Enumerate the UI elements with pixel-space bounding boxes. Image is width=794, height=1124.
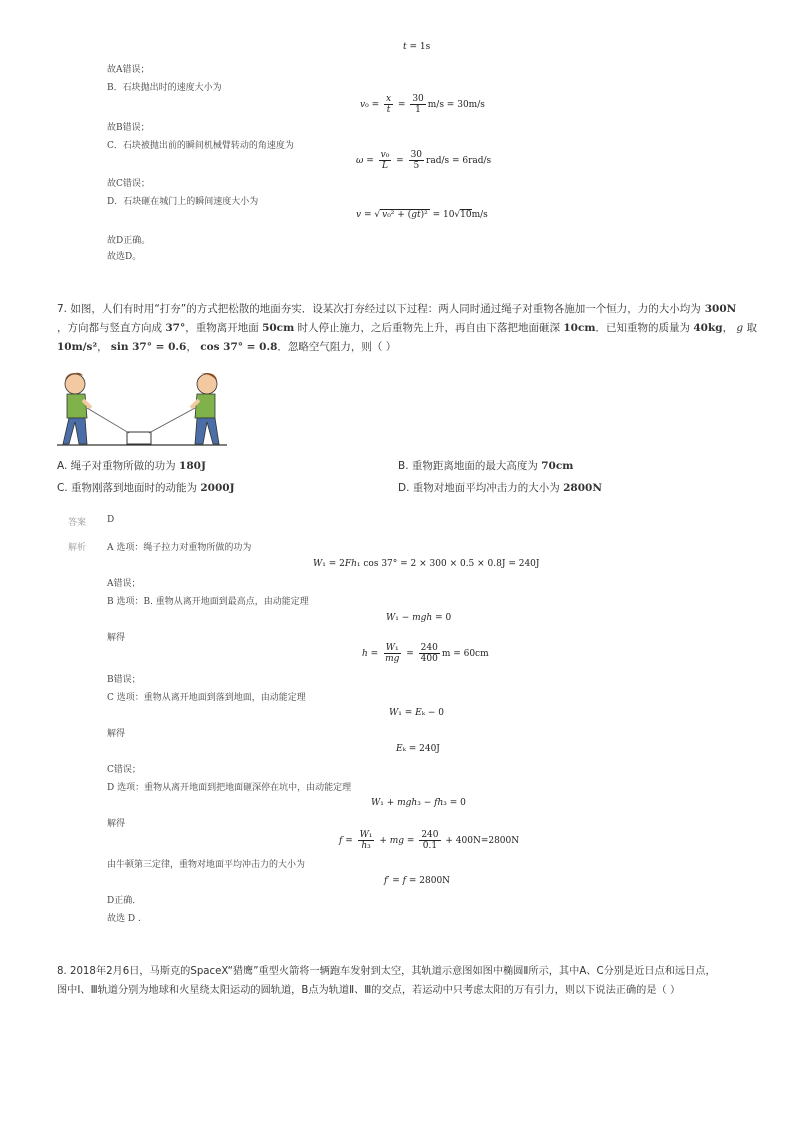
solution-line: A 选项：绳子拉力对重物所做的功为 [107,543,252,553]
solution-line: 故C错误； [107,179,150,189]
solution-line: 故A错误； [107,65,150,75]
option-a[interactable]: A. 绳子对重物所做的功为 180J [57,460,206,472]
solution-line: 故D正确。 [107,236,151,246]
equation-h: h = $\frac{\text{W₁}}{mg}$ = $\frac{240}{400}$ m = 60cm [362,643,489,664]
answer-label: 答案 [68,518,87,528]
solution-line: 解得 [107,729,126,739]
equation-omega: ω = $\frac{\text{v₀}}{L}$ = $\frac{30}{5}$ rad/s = 6rad/s [356,150,492,171]
person-left [63,373,91,444]
solution-line: 解得 [107,633,126,643]
solution-line: C 选项：重物从离开地面到落到地面，由动能定理 [107,693,306,703]
option-b[interactable]: B. 重物距离地面的最大高度为 70cm [398,460,574,472]
equation-t: t = 1s [403,42,431,52]
solution-line: 解得 [107,819,126,829]
person-right [191,373,219,444]
solution-line: 故选 D . [107,914,141,924]
solution-line: D正确． [107,896,142,906]
solution-line: D．石块砸在城门上的瞬间速度大小为 [107,197,259,207]
option-c[interactable]: C. 重物刚落到地面时的动能为 2000J [57,482,235,494]
equation-w1: W₁ = 2Fh₁ cos 37° = 2 × 300 × 0.5 × 0.8J = 240J [313,559,540,569]
equation-d1: W₁ + mgh₃ − fh₃ = 0 [371,798,466,808]
equation-f2: f′ = f = 2800N [384,876,451,886]
weight-block [127,432,151,444]
rammer-illustration [57,370,227,450]
answer-value: D [107,515,115,525]
equation-c1: W₁ = Eₖ − 0 [389,708,444,718]
solution-line: C．石块被抛出前的瞬间机械臂转动的角速度为 [107,141,294,151]
rope-right [149,408,195,433]
option-d[interactable]: D. 重物对地面平均冲击力的大小为 2800N [398,482,602,494]
equation-v: v = √ v₀² + (gt)² = 10√10m/s [356,210,488,220]
solution-line: B 选项：B. 重物从离开地面到最高点，由动能定理 [107,597,309,607]
analysis-label: 解析 [68,543,87,553]
equation-v0: v₀ = $\frac{x}{t}$ = $\frac{30}{1}$ m/s = 30m/s [360,94,485,115]
solution-line: B．石块抛出时的速度大小为 [107,83,222,93]
solution-line: 故选D。 [107,252,142,262]
solution-line: 由牛顿第三定律，重物对地面平均冲击力的大小为 [107,860,306,870]
question-7-stem: 7. 如图，人们有时用“打夯”的方式把松散的地面夯实．设某次打夯经过以下过程：两人同时通过绳子对重物各施加一个恒力，力的大小均为 300N ，方向都与竖直方向成 37°，重物离开地面 50cm 时人停止施力，之后重物先上升，再自由下落把地面砸深 10cm．已知重物的质量为 40kg， g 取 10m/s²， sin 37° = 0.6， cos 37° = 0.8．忽略空气阻力，则（ ） [57,303,757,353]
solution-line: A错误； [107,579,141,589]
solution-line: 故B错误； [107,123,150,133]
solution-line: D 选项：重物从离开地面到把地面砸深停在坑中，由动能定理 [107,783,352,793]
equation-ek: Eₖ = 240J [396,744,440,754]
solution-line: C错误； [107,765,141,775]
question-8-stem: 8. 2018年2月6日，马斯克的SpaceX“猎鹰”重型火箭将一辆跑车发射到太空，其轨道示意图如图中椭圆Ⅱ所示，其中A、C分别是近日点和远日点， 图中Ⅰ、Ⅲ轨道分别为地球和火星绕太阳运动的圆轨道，B点为轨道Ⅱ、Ⅲ的交点，若运动中只考虑太阳的万有引力，则以下说法正确的是（ ） [57,966,716,996]
solution-line: B错误； [107,675,141,685]
equation-b1: W₁ − mgh = 0 [386,613,452,623]
equation-f: f = $\frac{\text{W₁}}{\text{h₃}}$ + mg = $\frac{240}{0.1}$ + 400N=2800N [339,830,520,851]
rope-left [87,408,129,433]
